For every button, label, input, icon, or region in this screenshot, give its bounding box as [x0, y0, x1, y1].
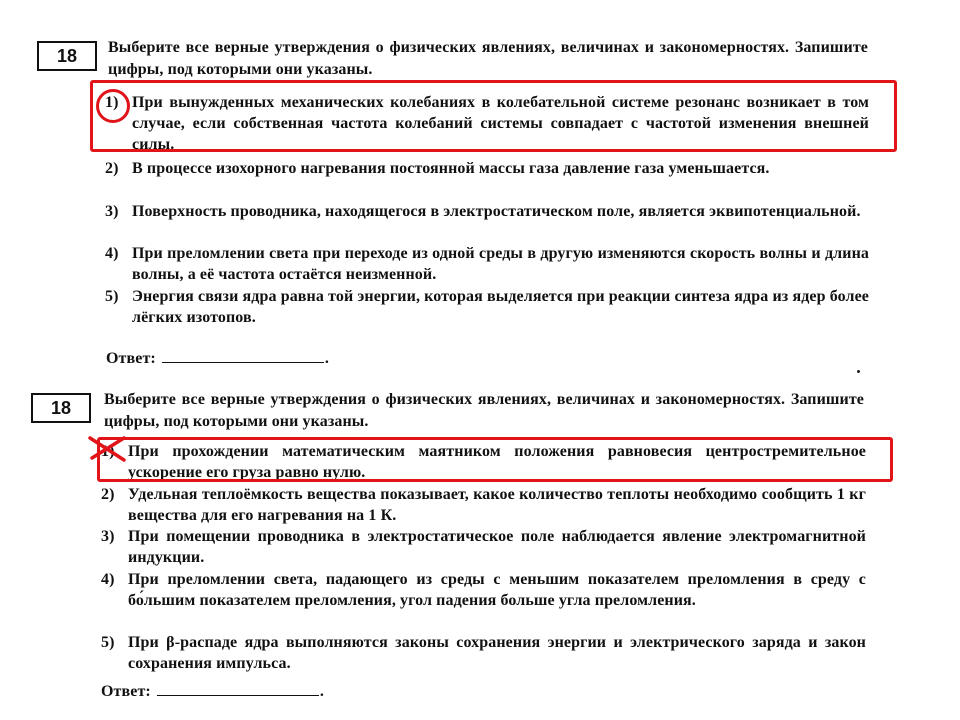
answer-line [101, 681, 324, 701]
answer-label: Ответ: [101, 683, 151, 700]
statement-number: 1) [101, 443, 115, 460]
statement-item [101, 569, 866, 611]
statement-item [105, 286, 869, 328]
statement-text: При помещении проводника в электростатическое поле наблюдается явление электромагнитной индукции. [128, 528, 866, 566]
answer-blank[interactable] [162, 348, 324, 363]
statement-item [105, 158, 869, 179]
statement-number: 4) [105, 245, 119, 262]
statement-text: При прохождении математическим маятником положения равновесия центростремительное ускорение его груза равно нулю. [128, 443, 866, 481]
statement-text: Энергия связи ядра равна той энергии, которая выделяется при реакции синтеза ядра из ядер более лёгких изотопов. [132, 288, 869, 326]
statement-number: 4) [101, 571, 115, 588]
statement-text: Удельная теплоёмкость вещества показывает, какое количество теплоты необходимо сообщить 1 кг вещества для его нагревания на 1 К. [128, 486, 866, 524]
correct-circle-mark [96, 89, 130, 123]
answer-blank[interactable] [157, 681, 319, 696]
statement-number: 3) [101, 528, 115, 545]
statement-item [101, 484, 866, 526]
answer-period: . [319, 683, 324, 700]
statement-text: При преломлении света при переходе из одной среды в другую изменяются скорость волны и длина волны, а её частота остаётся неизменной. [132, 245, 869, 283]
statement-item [105, 201, 869, 222]
statement-text: При преломлении света, падающего из среды с меньшим показателем преломления в среду с бо́льшим показателем преломления, угол падения больше угла преломления. [128, 571, 866, 609]
answer-label: Ответ: [106, 350, 156, 367]
statement-item [101, 526, 866, 568]
statement-item [101, 632, 866, 674]
task-number-box: 18 [31, 393, 91, 423]
highlight-box [90, 80, 897, 152]
statement-text: В процессе изохорного нагревания постоянной массы газа давление газа уменьшается. [132, 160, 770, 177]
wrong-cross-mark [84, 434, 128, 466]
statement-number: 2) [105, 160, 119, 177]
statement-number: 3) [105, 203, 119, 220]
highlight-box [97, 437, 893, 482]
statement-text: При вынужденных механических колебаниях в колебательной системе резонанс возникает в том случае, если собственная частота колебаний системы совпадает с частотой изменения внешней силы. [132, 94, 869, 153]
task-number-box: 18 [37, 41, 97, 71]
statement-item [105, 243, 869, 285]
task-prompt: Выберите все верные утверждения о физических явлениях, величинах и закономерностях. Запишите цифры, под которыми они указаны. [104, 391, 864, 430]
page-speck [857, 370, 860, 373]
statement-number: 2) [101, 486, 115, 503]
statement-number: 1) [105, 94, 119, 111]
statement-number: 5) [105, 288, 119, 305]
answer-period: . [324, 350, 329, 367]
task-prompt: Выберите все верные утверждения о физических явлениях, величинах и закономерностях. Запишите цифры, под которыми они указаны. [108, 39, 868, 78]
statement-text: При β-распаде ядра выполняются законы сохранения энергии и электрического заряда и закон сохранения импульса. [128, 634, 866, 672]
statement-text: Поверхность проводника, находящегося в электростатическом поле, является эквипотенциальной. [132, 203, 861, 220]
answer-line [106, 348, 329, 368]
statement-number: 5) [101, 634, 115, 651]
